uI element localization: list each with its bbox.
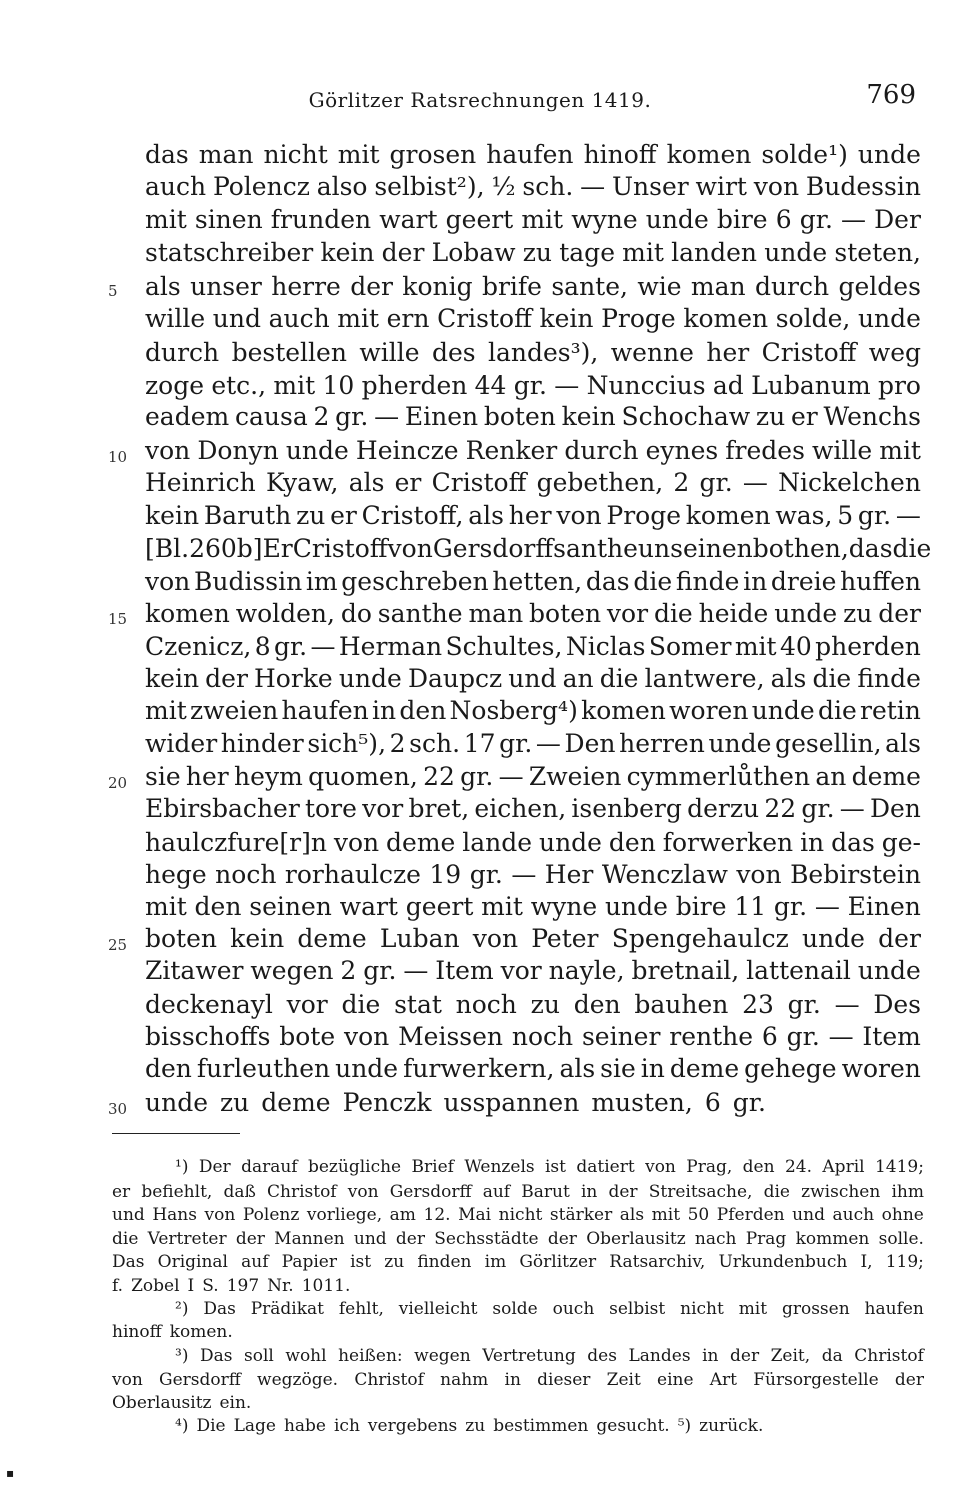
footnote-line: er befiehlt, daß Christof von Gersdorff auf Barut in der Streitsache, die zwischen ihm	[112, 1182, 924, 1202]
footnote-separator	[112, 1133, 240, 1134]
text-line: sie her heym quomen, 22 gr. — Zweien cymmerlůthen an deme	[145, 762, 921, 791]
text-line: Heinrich Kyaw, als er Cristoff gebethen, 2 gr. — Nickelchen	[145, 468, 921, 497]
footnote-line: und Hans von Polenz vorliege, am 12. Mai nicht stärker als mit 50 Pferden und auch ohne	[112, 1205, 924, 1225]
page-number: 769	[866, 80, 916, 110]
running-title: Görlitzer Ratsrechnungen 1419.	[308, 88, 652, 112]
text-line: Zitawer wegen 2 gr. — Item vor nayle, bretnail, lattenail unde	[145, 956, 921, 985]
text-line: von Budissin im geschreben hetten, das die finde in dreie huffen	[145, 567, 921, 596]
footnote-line: hinoff komen.	[112, 1322, 233, 1342]
line-number: 25	[108, 936, 128, 954]
footnote-line: die Vertreter der Mannen und der Sechsstädte der Oberlausitz nach Prag kommen solle.	[112, 1229, 924, 1249]
footnote-line: ⁴) Die Lage habe ich vergebens zu bestimmen gesucht. ⁵) zurück.	[175, 1416, 764, 1436]
text-line: von Donyn unde Heincze Renker durch eynes fredes wille mit	[145, 436, 921, 465]
text-line: haulczfure[r]n von deme lande unde den forwerken in das ge-	[145, 828, 921, 857]
text-line: boten kein deme Luban von Peter Spengehaulcz unde der	[145, 924, 921, 953]
text-line: durch bestellen wille des landes³), wenne her Cristoff weg	[145, 338, 921, 367]
text-line: komen wolden, do santhe man boten vor die heide unde zu der	[145, 599, 921, 628]
text-line: mit zweien haufen in den Nosberg⁴) komen woren unde die retin	[145, 696, 921, 725]
text-line: wille und auch mit ern Cristoff kein Proge komen solde, unde	[145, 304, 921, 333]
line-number: 10	[108, 448, 128, 466]
text-line: statschreiber kein der Lobaw zu tage mit landen unde steten,	[145, 238, 921, 267]
text-line: das man nicht mit grosen haufen hinoff komen solde¹) unde	[145, 140, 921, 169]
text-line: Czenicz, 8 gr. — Herman Schultes, Niclas Somer mit 40 pherden	[145, 632, 921, 661]
text-line: unde zu deme Penczk usspannen musten, 6 gr.	[145, 1088, 766, 1117]
footnote-line: ¹) Der darauf bezügliche Brief Wenzels ist datiert von Prag, den 24. April 1419;	[175, 1157, 924, 1177]
text-line: eadem causa 2 gr. — Einen boten kein Schochaw zu er Wenchs	[145, 402, 921, 431]
text-line: zoge etc., mit 10 pherden 44 gr. — Nunccius ad Lubanum pro	[145, 371, 921, 400]
text-line: kein der Horke unde Daupcz und an die lantwere, als die finde	[145, 664, 921, 693]
footnote-line: Das Original auf Papier ist zu finden im Görlitzer Ratsarchiv, Urkundenbuch I, 119;	[112, 1252, 924, 1272]
line-number: 15	[108, 610, 128, 628]
footnote-line: von Gersdorff wegzöge. Christof nahm in dieser Zeit eine Art Fürsorgestelle der	[112, 1370, 924, 1390]
text-line: Ebirsbacher tore vor bret, eichen, isenberg derzu 22 gr. — Den	[145, 794, 921, 823]
footnote-line: ²) Das Prädikat fehlt, vielleicht solde ouch selbist nicht mit grossen haufen	[175, 1299, 924, 1319]
text-line: bisschoffs bote von Meissen noch seiner renthe 6 gr. — Item	[145, 1022, 921, 1051]
footnote-line: ³) Das soll wohl heißen: wegen Vertretung des Landes in der Zeit, da Christof	[175, 1346, 924, 1366]
text-line: den furleuthen unde furwerkern, als sie in deme gehege woren	[145, 1054, 921, 1083]
footnote-line: f. Zobel I S. 197 Nr. 1011.	[112, 1276, 351, 1296]
line-number: 5	[108, 282, 118, 300]
text-line: hege noch rorhaulcze 19 gr. — Her Wenczlaw von Bebirstein	[145, 860, 921, 889]
text-line: deckenayl vor die stat noch zu den bauhen 23 gr. — Des	[145, 990, 921, 1019]
text-line: kein Baruth zu er Cristoff, als her von Proge komen was, 5 gr. —	[145, 501, 921, 530]
text-line: als unser herre der konig brife sante, wie man durch geldes	[145, 272, 921, 301]
text-line: [Bl. 260b] Er Cristoff von Gersdorff santhe uns einen bothen, das die	[145, 534, 932, 563]
text-line: mit sinen frunden wart geert mit wyne unde bire 6 gr. — Der	[145, 205, 921, 234]
line-number: 20	[108, 774, 128, 792]
text-line: mit den seinen wart geert mit wyne unde bire 11 gr. — Einen	[145, 892, 921, 921]
text-line: auch Polencz also selbist²), ½ sch. — Unser wirt von Budessin	[145, 172, 921, 201]
line-number: 30	[108, 1100, 128, 1118]
text-line: wider hinder sich⁵), 2 sch. 17 gr. — Den herren unde gesellin, als	[145, 729, 921, 758]
footnote-line: Oberlausitz ein.	[112, 1393, 252, 1413]
corner-mark: ▪	[6, 1466, 15, 1480]
